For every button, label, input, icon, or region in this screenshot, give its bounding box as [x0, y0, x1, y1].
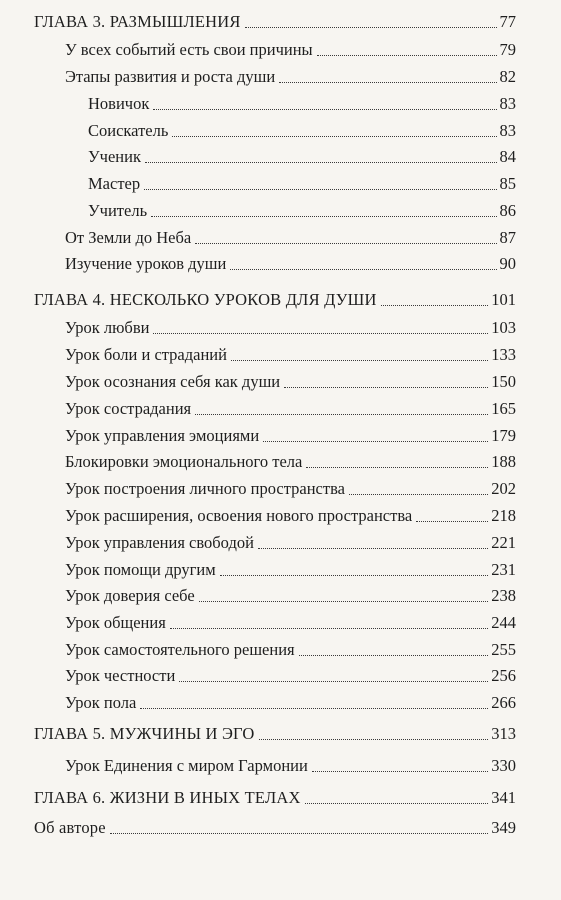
- toc-entry: [0, 500, 516, 526]
- toc-entry-title: Урок управления свободой: [65, 533, 254, 552]
- toc-entry: [0, 446, 516, 472]
- toc-entry: [0, 554, 516, 580]
- toc-entry: [0, 168, 516, 194]
- toc-chapter-entry: [0, 782, 516, 808]
- toc-page-number: 255: [491, 640, 516, 659]
- dot-leader: [230, 269, 496, 270]
- toc-entry-title: У всех событий есть свои причины: [65, 40, 313, 59]
- toc-page-number: 84: [499, 147, 516, 166]
- toc-chapter-entry: [0, 6, 516, 32]
- toc-entry-title: Урок честности: [65, 666, 176, 685]
- toc-entry-title: Мастер: [88, 174, 141, 193]
- toc-page-number: 83: [499, 94, 516, 113]
- toc-page-number: 202: [491, 479, 516, 498]
- dot-leader: [220, 575, 489, 576]
- dot-leader: [349, 494, 488, 495]
- toc-page-number: 221: [491, 533, 516, 552]
- toc-chapter-entry: [0, 812, 516, 838]
- toc-entry-title: Блокировки эмоционального тела: [65, 452, 303, 471]
- toc-entry-title: От Земли до Неба: [65, 228, 192, 247]
- toc-entry: [0, 141, 516, 167]
- toc-entry-title: Ученик: [88, 147, 141, 166]
- toc-page-number: 179: [491, 426, 516, 445]
- toc-entry: [0, 61, 516, 87]
- toc-page-number: 87: [499, 228, 516, 247]
- dot-leader: [317, 55, 497, 56]
- dot-leader: [153, 333, 488, 334]
- toc-page-number: 79: [499, 40, 516, 59]
- toc-entry: [0, 312, 516, 338]
- toc-entry-title: ГЛАВА 4. НЕСКОЛЬКО УРОКОВ ДЛЯ ДУШИ: [34, 290, 377, 309]
- toc-page-number: 101: [491, 290, 516, 309]
- toc-entry: [0, 339, 516, 365]
- toc-entry-title: Урок любви: [65, 318, 150, 337]
- toc-entry: [0, 393, 516, 419]
- toc-entry: [0, 115, 516, 141]
- toc-entry-title: Новичок: [88, 94, 150, 113]
- toc-page-number: 86: [499, 201, 516, 220]
- dot-leader: [416, 521, 488, 522]
- toc-entry: [0, 750, 516, 776]
- toc-entry-title: Урок самостоятельного решения: [65, 640, 295, 659]
- toc-entry: [0, 222, 516, 248]
- toc-page-number: 77: [499, 12, 516, 31]
- toc-entry: [0, 195, 516, 221]
- toc-entry-title: Урок доверия себе: [65, 586, 195, 605]
- toc-page-number: 238: [491, 586, 516, 605]
- toc-page-number: 83: [499, 121, 516, 140]
- toc-page-number: 313: [491, 724, 516, 743]
- toc-entry-title: ГЛАВА 3. РАЗМЫШЛЕНИЯ: [34, 12, 241, 31]
- toc-entry: [0, 88, 516, 114]
- toc-entry-title: Урок помощи другим: [65, 560, 216, 579]
- dot-leader: [305, 803, 489, 804]
- toc-entry-title: Соискатель: [88, 121, 169, 140]
- toc-entry-title: Урок Единения с миром Гармонии: [65, 756, 308, 775]
- dot-leader: [284, 387, 488, 388]
- toc-page-number: 85: [499, 174, 516, 193]
- toc-entry-title: ГЛАВА 5. МУЖЧИНЫ И ЭГО: [34, 724, 255, 743]
- toc-entry-title: Учитель: [88, 201, 148, 220]
- dot-leader: [179, 681, 488, 682]
- dot-leader: [279, 82, 496, 83]
- toc-chapter-entry: [0, 284, 516, 310]
- toc-entry-title: Урок расширения, освоения нового пространства: [65, 506, 413, 525]
- dot-leader: [259, 739, 489, 740]
- dot-leader: [144, 189, 496, 190]
- toc-page-number: 103: [491, 318, 516, 337]
- dot-leader: [299, 655, 489, 656]
- toc-page-number: 349: [491, 818, 516, 837]
- toc-page-number: 330: [491, 756, 516, 775]
- toc-entry: [0, 687, 516, 713]
- dot-leader: [170, 628, 488, 629]
- toc-page-number: 341: [491, 788, 516, 807]
- dot-leader: [263, 441, 488, 442]
- toc-entry-title: Изучение уроков души: [65, 254, 227, 273]
- toc-page-number: 244: [491, 613, 516, 632]
- toc-entry: [0, 607, 516, 633]
- toc-page-number: 256: [491, 666, 516, 685]
- toc-entry: [0, 366, 516, 392]
- toc-entry-title: ГЛАВА 6. ЖИЗНИ В ИНЫХ ТЕЛАХ: [34, 788, 301, 807]
- toc-entry: [0, 248, 516, 274]
- toc-entry-title: Урок построения личного пространства: [65, 479, 345, 498]
- toc-page-number: 188: [491, 452, 516, 471]
- dot-leader: [381, 305, 489, 306]
- toc-page-number: 150: [491, 372, 516, 391]
- dot-leader: [312, 771, 488, 772]
- dot-leader: [153, 109, 496, 110]
- dot-leader: [199, 601, 489, 602]
- toc-entry: [0, 420, 516, 446]
- toc-entry-title: Урок пола: [65, 693, 137, 712]
- dot-leader: [195, 243, 496, 244]
- toc-page-number: 218: [491, 506, 516, 525]
- toc-entry-title: Урок сострадания: [65, 399, 192, 418]
- toc-entry: [0, 473, 516, 499]
- toc-entry-title: Урок боли и страданий: [65, 345, 227, 364]
- dot-leader: [110, 833, 488, 834]
- dot-leader: [306, 467, 488, 468]
- toc-chapter-entry: [0, 718, 516, 744]
- toc-entry: [0, 34, 516, 60]
- toc-entry-title: Урок управления эмоциями: [65, 426, 260, 445]
- toc-page-number: 90: [499, 254, 516, 273]
- dot-leader: [140, 708, 488, 709]
- toc-page-number: 231: [491, 560, 516, 579]
- toc-page-number: 133: [491, 345, 516, 364]
- toc-entry-title: Об авторе: [34, 818, 106, 837]
- dot-leader: [231, 360, 488, 361]
- toc-page-number: 266: [491, 693, 516, 712]
- toc-page-number: 165: [491, 399, 516, 418]
- toc-entry-title: Этапы развития и роста души: [65, 67, 276, 86]
- toc-entry: [0, 660, 516, 686]
- toc-entry: [0, 580, 516, 606]
- dot-leader: [145, 162, 497, 163]
- toc-entry: [0, 634, 516, 660]
- dot-leader: [172, 136, 496, 137]
- toc-entry-title: Урок осознания себя как души: [65, 372, 281, 391]
- dot-leader: [195, 414, 488, 415]
- toc-entry: [0, 527, 516, 553]
- dot-leader: [245, 27, 497, 28]
- dot-leader: [258, 548, 488, 549]
- toc-entry-title: Урок общения: [65, 613, 166, 632]
- dot-leader: [151, 216, 496, 217]
- toc-page-number: 82: [499, 67, 516, 86]
